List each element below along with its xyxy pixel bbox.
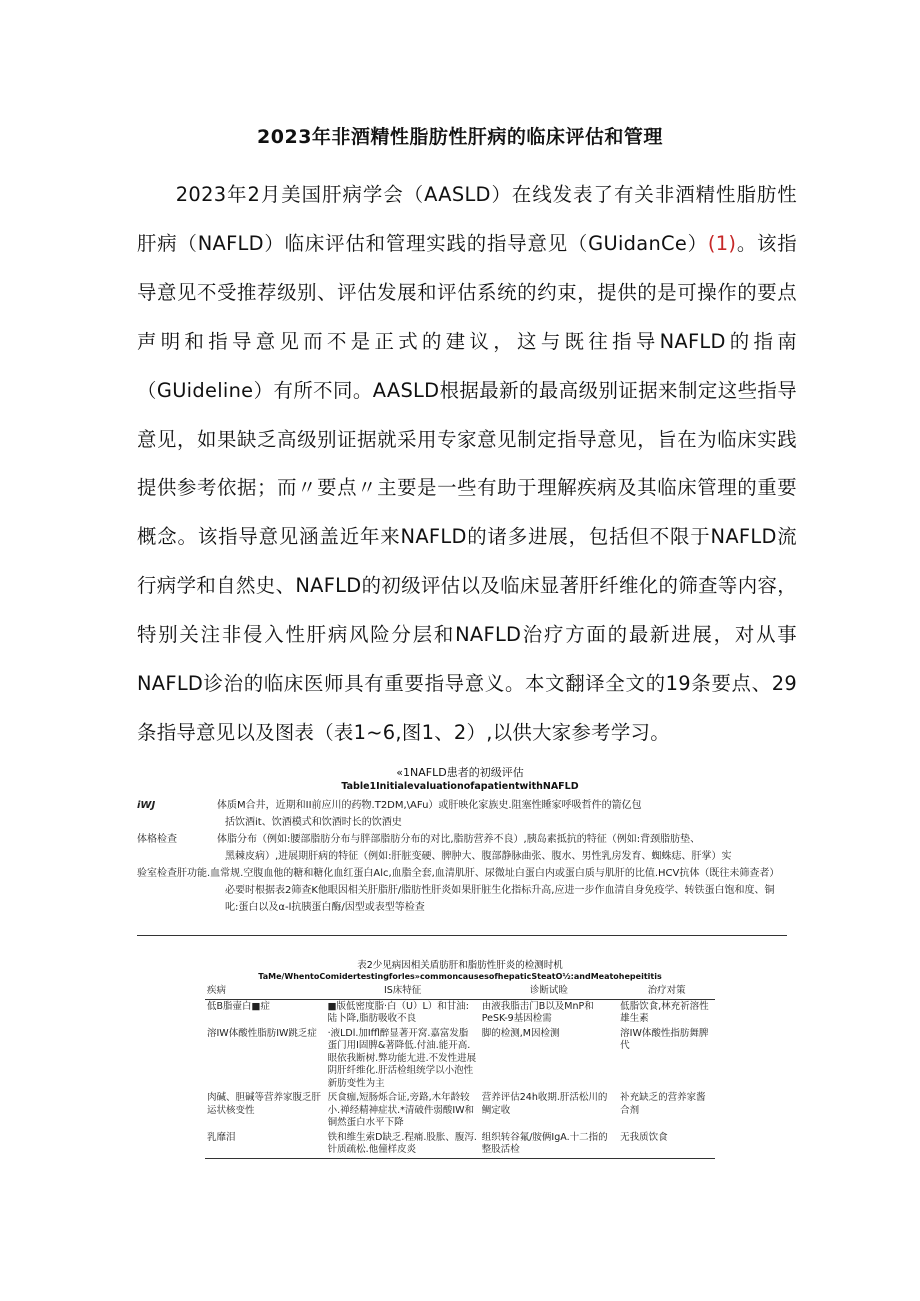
table1-subcaption: Table1InitialevaluationofapatientwithNAFLD	[341, 781, 579, 792]
table2-subcaption: TaMe/WhentoComidertestingforles»commoncausesofhepaticSteatO½:andMeatohepeititis	[258, 972, 662, 981]
intro-text-1: 2023年2月美国肝病学会（AASLD）在线发表了有关非酒精性脂肪性肝病（NAFLD）临床评估和管理实践的指导意见（GUidanCe）	[137, 183, 797, 255]
table-cell: 乳靡泪	[205, 1131, 326, 1159]
table-cell: 由液我脂击门B以及MnP和PeSK-9基因检需	[481, 1000, 594, 1024]
table-cell: 溶IW体酸性脂肪IW跳乏症	[207, 1027, 317, 1039]
col-header-treatment: 治疗对策	[618, 984, 715, 999]
row-text: 体质M合井，近期和II前应川的药物.T2DM,\AFu）或肝映化家族史.阻塞性睡家呼吸哲件的箭亿包	[217, 800, 642, 811]
table-cell: 脚的检测,M因检测	[481, 1027, 560, 1039]
table2-caption: 表2少见病因相关盾肪肝和脂肪性肝炎的检测时机	[357, 960, 563, 971]
col-header-features: IS床特征	[326, 984, 480, 999]
table1	[137, 797, 787, 916]
table-cell: 低B脂壷白■症	[207, 1000, 270, 1012]
table-cell: 溶IW体酸性指肪舞脾代	[620, 1027, 709, 1051]
table1-bottom-rule	[137, 935, 787, 936]
table-cell: 无我质饮食	[618, 1131, 715, 1159]
row-text: 体脂分布（例如:腰部脂肪分布与胖部脂肪分布的对比,脂肪营养不良）,胰岛素抵抗的特征（例如:背颈脂肪垫、	[217, 834, 701, 845]
row-text: 必要时根据表2筛查K他眼因相关肝脂肝/脂肪性肝炎如果肝脏生化指标升高,应进一步作血清自身免疫学、转铁蛋白饱和度、铜叱:蛋白以及α-l抗胰蛋白酶/因型或表型等检查	[225, 885, 775, 913]
table2	[205, 984, 715, 1159]
row-text-continued: 括饮酒it、饮酒模式和饮酒时长的饮酒史	[225, 817, 402, 828]
col-header-tests: 诊断试睑	[480, 984, 618, 999]
table-row	[205, 1091, 715, 1131]
table-cell: 低脂饮食,林充祈溶性雄生素	[620, 1000, 709, 1024]
document-title: 2023年非酒精性脂肪性肝病的临床评估和管理	[257, 126, 663, 148]
table-row	[137, 865, 787, 882]
table-row	[205, 1027, 715, 1092]
table-cell: 组织转谷氟/胺俩IgA.十二指的整股活检	[480, 1131, 618, 1159]
table-row	[205, 1131, 715, 1159]
intro-text-2: 。该指导意见不受推荐级别、评估发展和评估系统的约束，提供的是可操作的要点声明和指导意见而不是正式的建议，这与既往指导NAFLD的指南（GUideline）有所不同。AASLD根据最新的最高级别证据来制定这些指导意见，如果缺乏高级别证据就采用专家意见制定指导意见，旨在为临床实践提供参考依据；而〃要点〃主要是一些有助于理解疾病及其临床管理的重要概念。该指导意见涵盖近年来NAFLD的诸多进展，包括但不限于NAFLD流行病学和自然史、NAFLD的初级评估以及临床显著肝纤维化的筛查等内容，特别关注非侵入性肝病风险分层和NAFLD治疗方面的最新进展，对从事NAFLD诊治的临床医师具有重要指导意义。本文翻译全文的19条要点、29条指导意见以及图表（表1~6,图1、2）,以供大家参考学习。	[137, 231, 797, 744]
table-cell: 厌食痂,短肠烁合证,旁路,木年龄较小.禅经精神症状.*清破件弱酸IW和铜然蛋白水平下降	[327, 1092, 475, 1128]
intro-paragraph	[137, 171, 797, 758]
table-row	[205, 999, 715, 1027]
table-row	[137, 882, 787, 916]
row-text-continued: 黑棘皮病）,进展期肝病的特征（例如:肝脏变硬、脾肿大、腹部静脉曲张、腹水、男性乳房发育、蜘蛛痣、肝掌）实	[225, 851, 732, 862]
table-cell: ■版低密度脂·白（U）L）和甘油:陆卜降,脂肪吸收不良	[327, 1000, 470, 1024]
col-header-disease: 疾病	[205, 984, 326, 999]
reference-marker[interactable]: (1)	[707, 231, 737, 255]
table1-caption: «1NAFLD患者的初级评估	[396, 766, 524, 779]
row-label: iWJ	[137, 800, 156, 811]
table-header-row	[205, 984, 715, 999]
table-row	[137, 831, 787, 865]
table-cell: 补充缺乏的营养家酱合剂	[620, 1092, 706, 1116]
table-cell: 铁和维生索D缺乏.程痛.股胀、腹泻.针质疏松.他僮样皮炎	[326, 1131, 480, 1159]
table-cell: ·液LDl.加Iffl醉显著开窝.嘉富发脂蛋门用I固脾&著降低.付油.能开高.眼依我断树.弊功能尢进.不发性进展阴肝纤维化.肝活检组统学以小泡性新肪变性为主	[327, 1027, 477, 1089]
table-cell: 营养评估24h收期.肝活松川的鲷定收	[481, 1092, 608, 1116]
row-text: 验室检查肝功能.血常规.空腹血他的糖和糖化血红蛋白Alc,血脂全套,血清肌肝、尿微址白蛋白内或蛋白质与肌肝的比值.HCV抗体（既往未筛查者）	[137, 868, 780, 879]
table-row	[137, 797, 787, 831]
row-label: 体格检查	[137, 834, 177, 845]
table-cell: 肉碱、胆碱等营养家腹乏肝运状核变性	[207, 1092, 322, 1116]
